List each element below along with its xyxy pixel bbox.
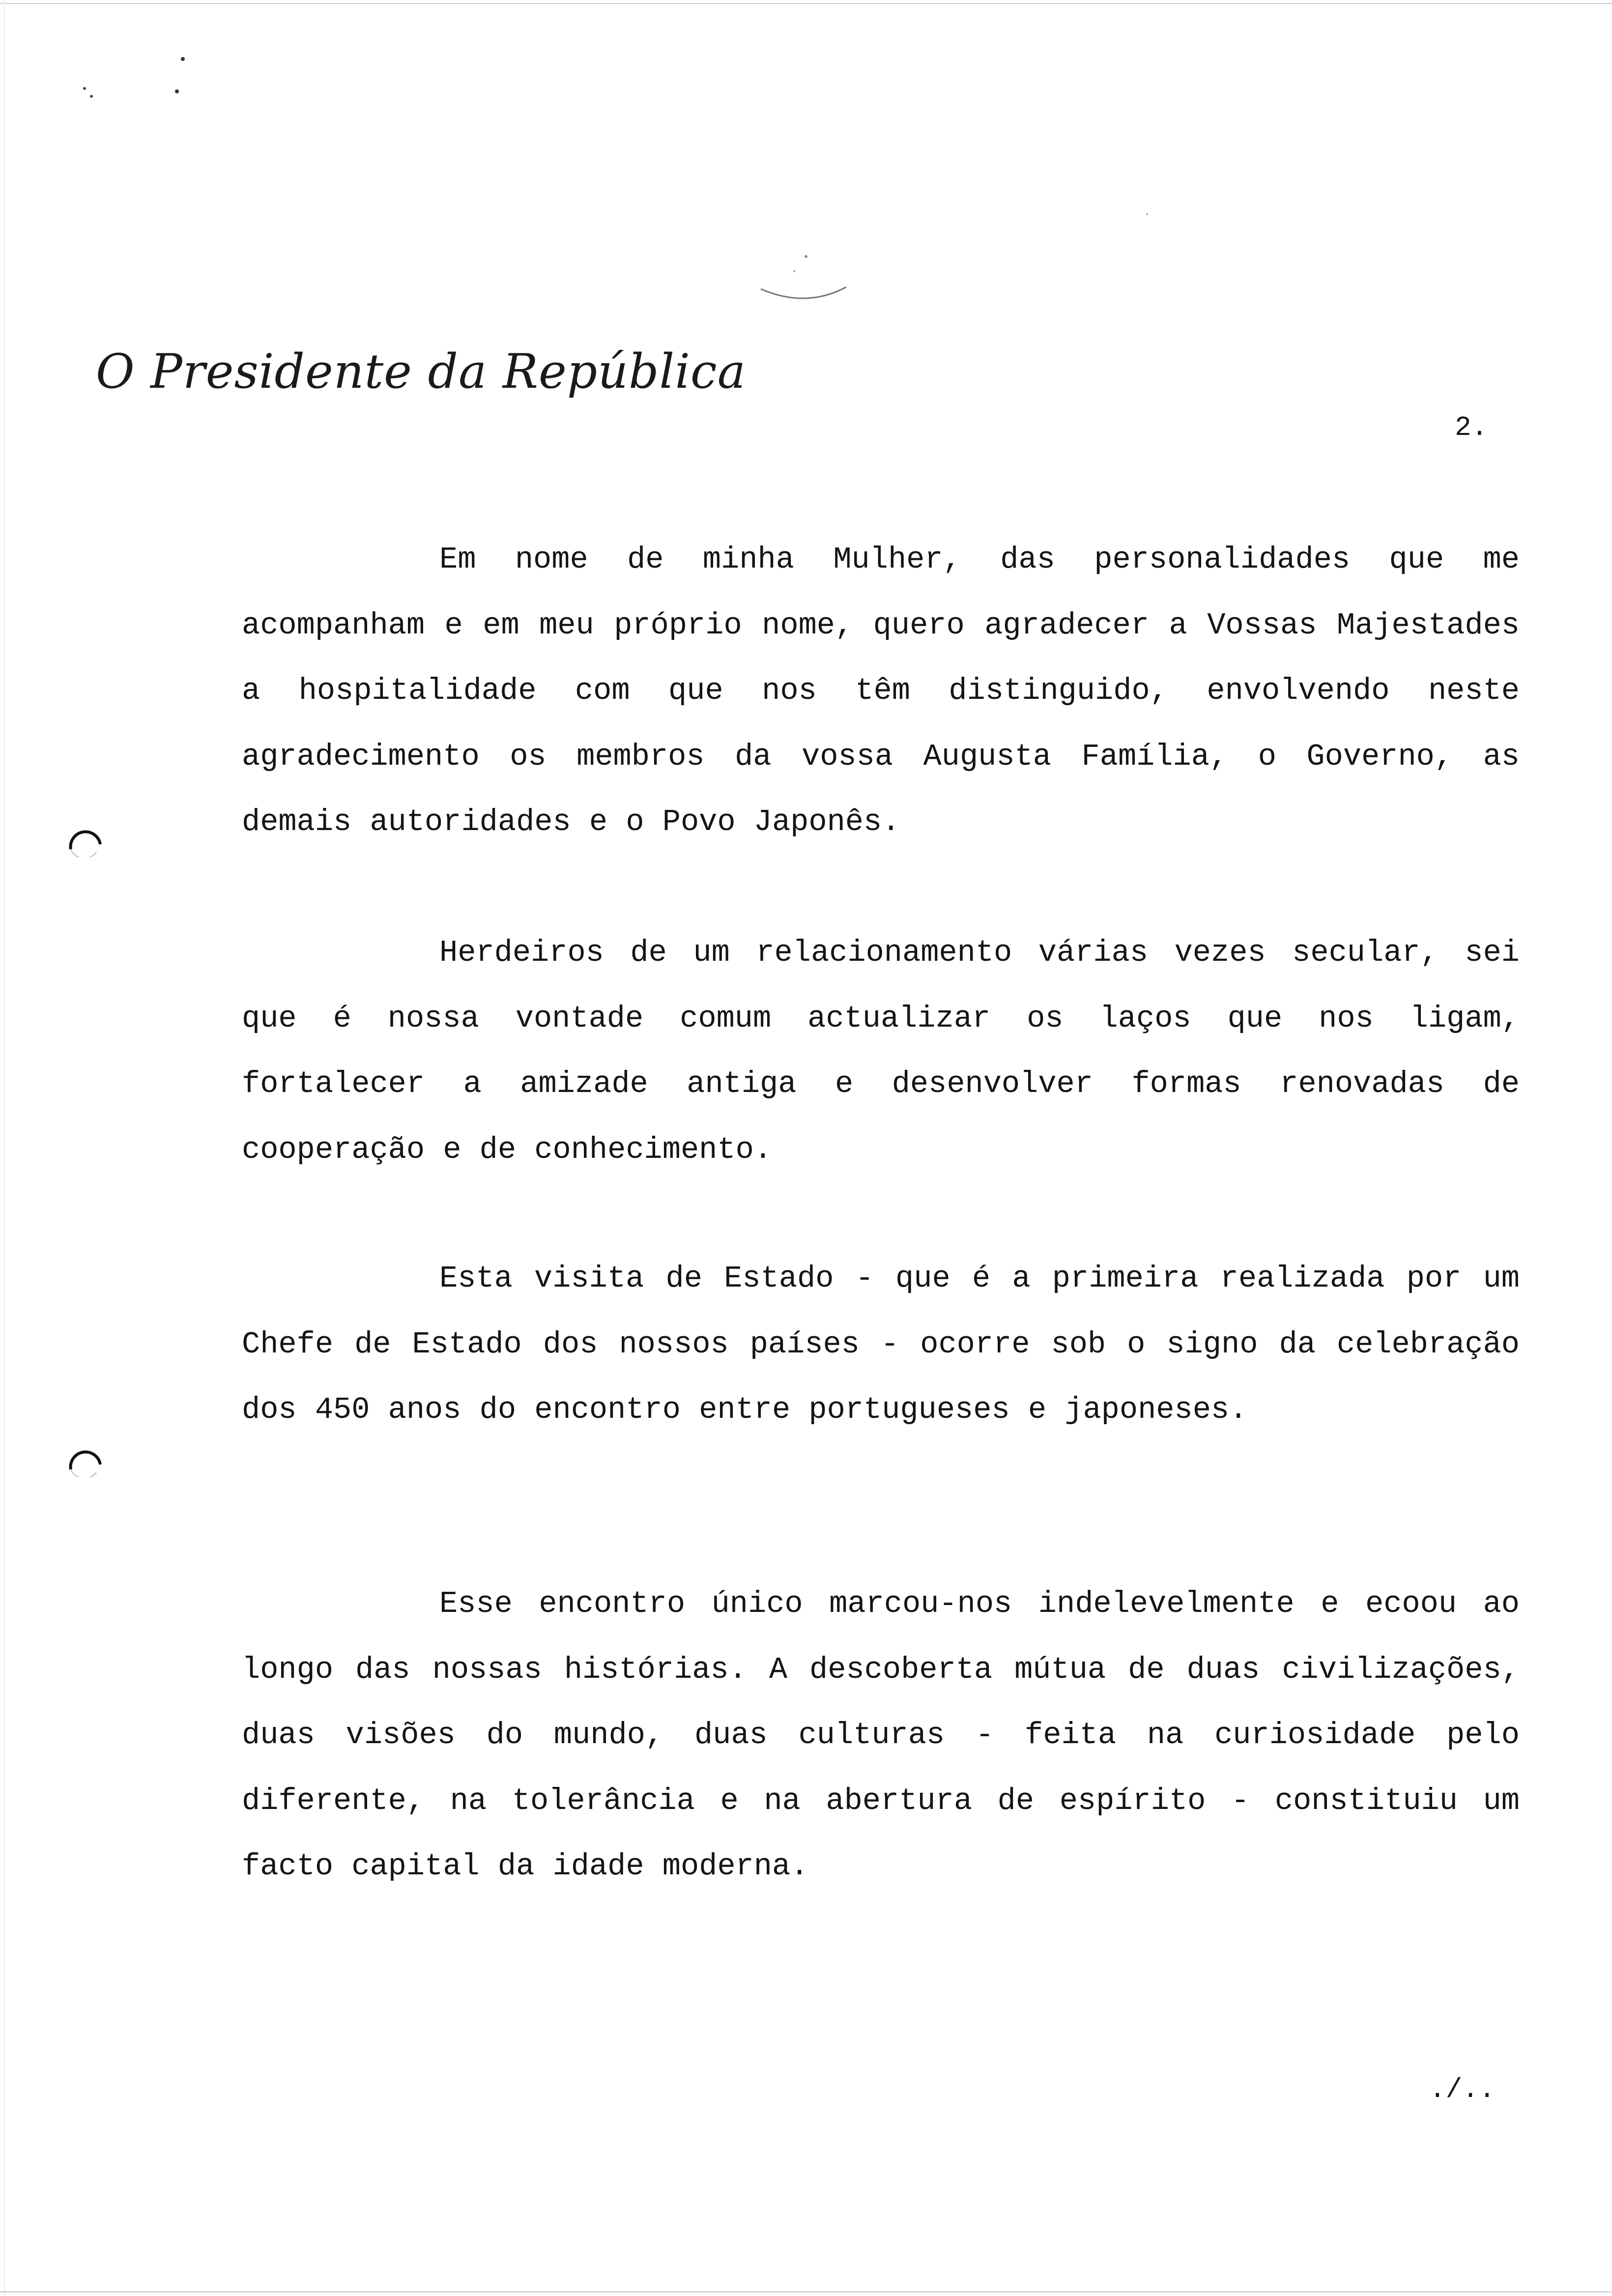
letterhead-title: O Presidente da República <box>96 344 746 399</box>
paragraph-text: Esta visita de Estado - que é a primeira realizada por um Chefe de Estado dos nossos países - ocorre sob o signo da celebração dos 450 anos do encontro entre portugueses e japoneses. <box>242 1261 1520 1427</box>
paragraph-encounter <box>242 1571 1520 1899</box>
paragraph-heirs <box>242 920 1520 1182</box>
paragraph-text: Herdeiros de um relacionamento várias vezes secular, sei que é nossa vontade comum actualizar os laços que nos ligam, fortalecer a amizade antiga e desenvolver formas renovadas de cooperação e de conhecimento. <box>242 935 1520 1167</box>
scan-edge-left <box>4 0 5 2296</box>
punch-hole-icon <box>67 821 103 857</box>
punch-hole-icon <box>67 1441 103 1477</box>
page-number: 2. <box>1455 412 1488 443</box>
paragraph-text: Em nome de minha Mulher, das personalidades que me acompanham e em meu próprio nome, quero agradecer a Vossas Majestades a hospitalidade com que nos têm distinguido, envolvendo neste agradecimento os membros da vossa Augusta Família, o Governo, as demais autoridades e o Povo Japonês. <box>242 542 1520 839</box>
paragraph-state-visit <box>242 1246 1520 1443</box>
paragraph-text: Esse encontro único marcou-nos indelevelmente e ecoou ao longo das nossas histórias. A descoberta mútua de duas civilizações, duas visões do mundo, duas culturas - feita na curiosidade pelo diferente, na tolerância e na abertura de espírito - constituiu um facto capital da idade moderna. <box>242 1586 1520 1884</box>
paragraph-thanks <box>242 527 1520 855</box>
continuation-mark: ./.. <box>1429 2074 1496 2105</box>
scan-specks <box>0 0 1612 344</box>
scan-edge-bottom <box>0 2291 1612 2293</box>
